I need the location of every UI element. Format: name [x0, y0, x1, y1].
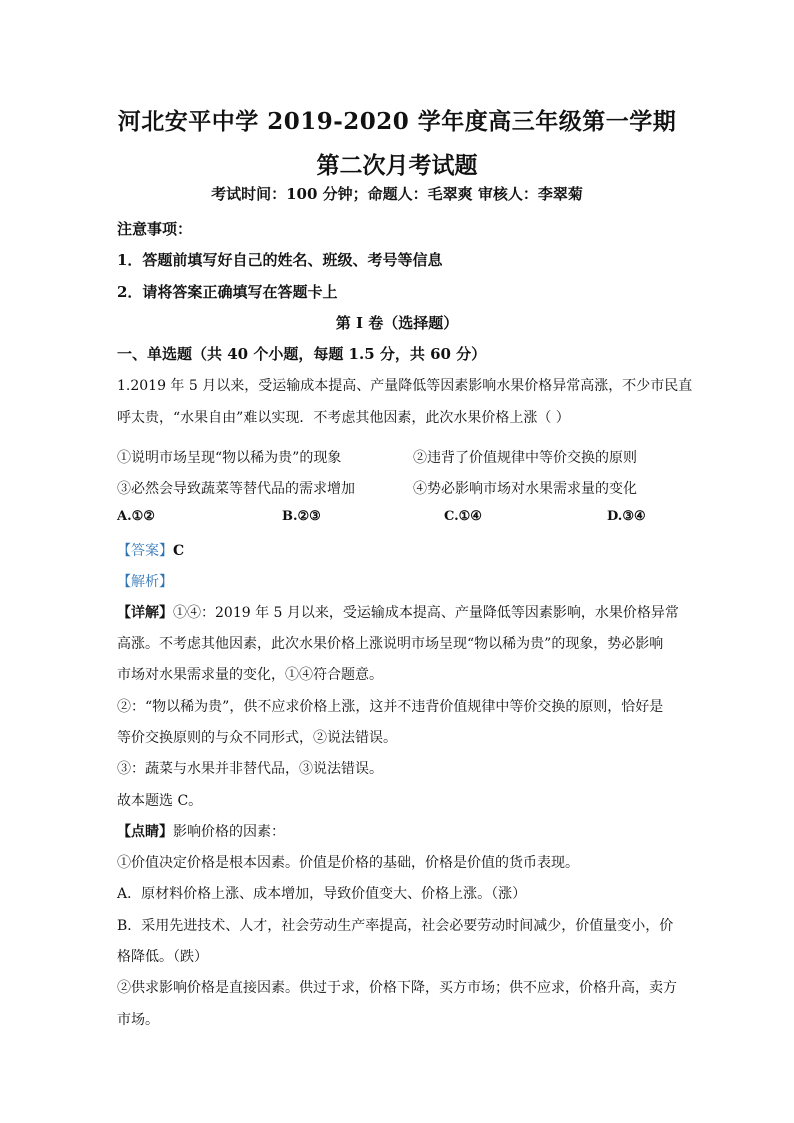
exam-info: 考试时间：100 分钟；命题人：毛翠爽 审核人：李翠菊 — [211, 185, 583, 203]
part-title: 一、单选题（共 40 个小题，每题 1.5 分，共 60 分） — [117, 345, 487, 363]
detail-line-1 — [117, 602, 682, 622]
highlight-line-1: ①价值决定价格是根本因素。价值是价格的基础，价格是价值的货币表现。 — [117, 855, 579, 871]
question-stem-line1: 1.2019 年 5 月以来，受运输成本提高、产量降低等因素影响水果价格异常高涨，不少市民直 — [117, 378, 693, 394]
detail-line-3: 市场对水果需求量的变化，①④符合题意。 — [117, 667, 383, 683]
notes-heading: 注意事项： — [117, 220, 193, 238]
choice-b: B.②③ — [282, 509, 321, 524]
highlight-label: 【点睛】 — [117, 824, 173, 840]
answer-value: C — [173, 543, 185, 559]
exam-title-line2: 第二次月考试题 — [316, 152, 478, 179]
highlight-line-4: 格降低。（跌） — [117, 949, 208, 965]
detail-line-2: 高涨。不考虑其他因素，此次水果价格上涨说明市场呈现“物以稀为贵”的现象，势必影响 — [117, 636, 664, 652]
answer-label: 【答案】 — [117, 543, 173, 559]
statement-2: ②违背了价值规律中等价交换的原则 — [413, 450, 637, 466]
highlight-line-3: B．采用先进技术、人才，社会劳动生产率提高，社会必要劳动时间减少，价值量变小，价 — [117, 918, 674, 934]
highlight-line-5: ②供求影响价格是直接因素。供过于求，价格下降，买方市场；供不应求，价格升高，卖方 — [117, 980, 677, 996]
statement-1: ①说明市场呈现“物以稀为贵”的现象 — [117, 450, 342, 466]
detail-label: 【详解】 — [117, 605, 173, 621]
detail-line-7: 故本题选 C。 — [117, 793, 203, 809]
choice-c: C.①④ — [444, 509, 482, 524]
statement-4: ④势必影响市场对水果需求量的变化 — [413, 481, 637, 497]
choice-d: D.③④ — [607, 509, 646, 524]
analysis-label: 【解析】 — [117, 574, 173, 590]
highlight-line-2: A．原材料价格上涨、成本增加，导致价值变大、价格上涨。（涨） — [117, 886, 527, 902]
detail-line-5: 等价交换原则的与众不同形式，②说法错误。 — [117, 730, 397, 746]
highlight-heading: 影响价格的因素： — [173, 824, 285, 840]
statement-3: ③必然会导致蔬菜等替代品的需求增加 — [117, 481, 355, 497]
choice-a: A.①② — [117, 509, 155, 524]
note-item-1: 1．答题前填写好自己的姓名、班级、考号等信息 — [117, 251, 443, 269]
highlight-heading-row — [117, 821, 682, 841]
question-stem-line2: 呼太贵，“水果自由”难以实现．不考虑其他因素，此次水果价格上涨（ ） — [117, 410, 570, 426]
exam-title-line1: 河北安平中学 2019-2020 学年度高三年级第一学期 — [117, 108, 677, 135]
answer-row — [117, 540, 682, 560]
note-item-2: 2．请将答案正确填写在答题卡上 — [117, 283, 338, 301]
volume-title: 第 I 卷（选择题） — [335, 314, 459, 332]
detail-line-6: ③：蔬菜与水果并非替代品，③说法错误。 — [117, 761, 383, 777]
highlight-line-6: 市场。 — [117, 1012, 159, 1028]
detail-line-4: ②：“物以稀为贵”，供不应求价格上涨，这并不违背价值规律中等价交换的原则，恰好是 — [117, 699, 664, 715]
detail-text: ①④：2019 年 5 月以来，受运输成本提高、产量降低等因素影响，水果价格异常 — [173, 605, 679, 621]
